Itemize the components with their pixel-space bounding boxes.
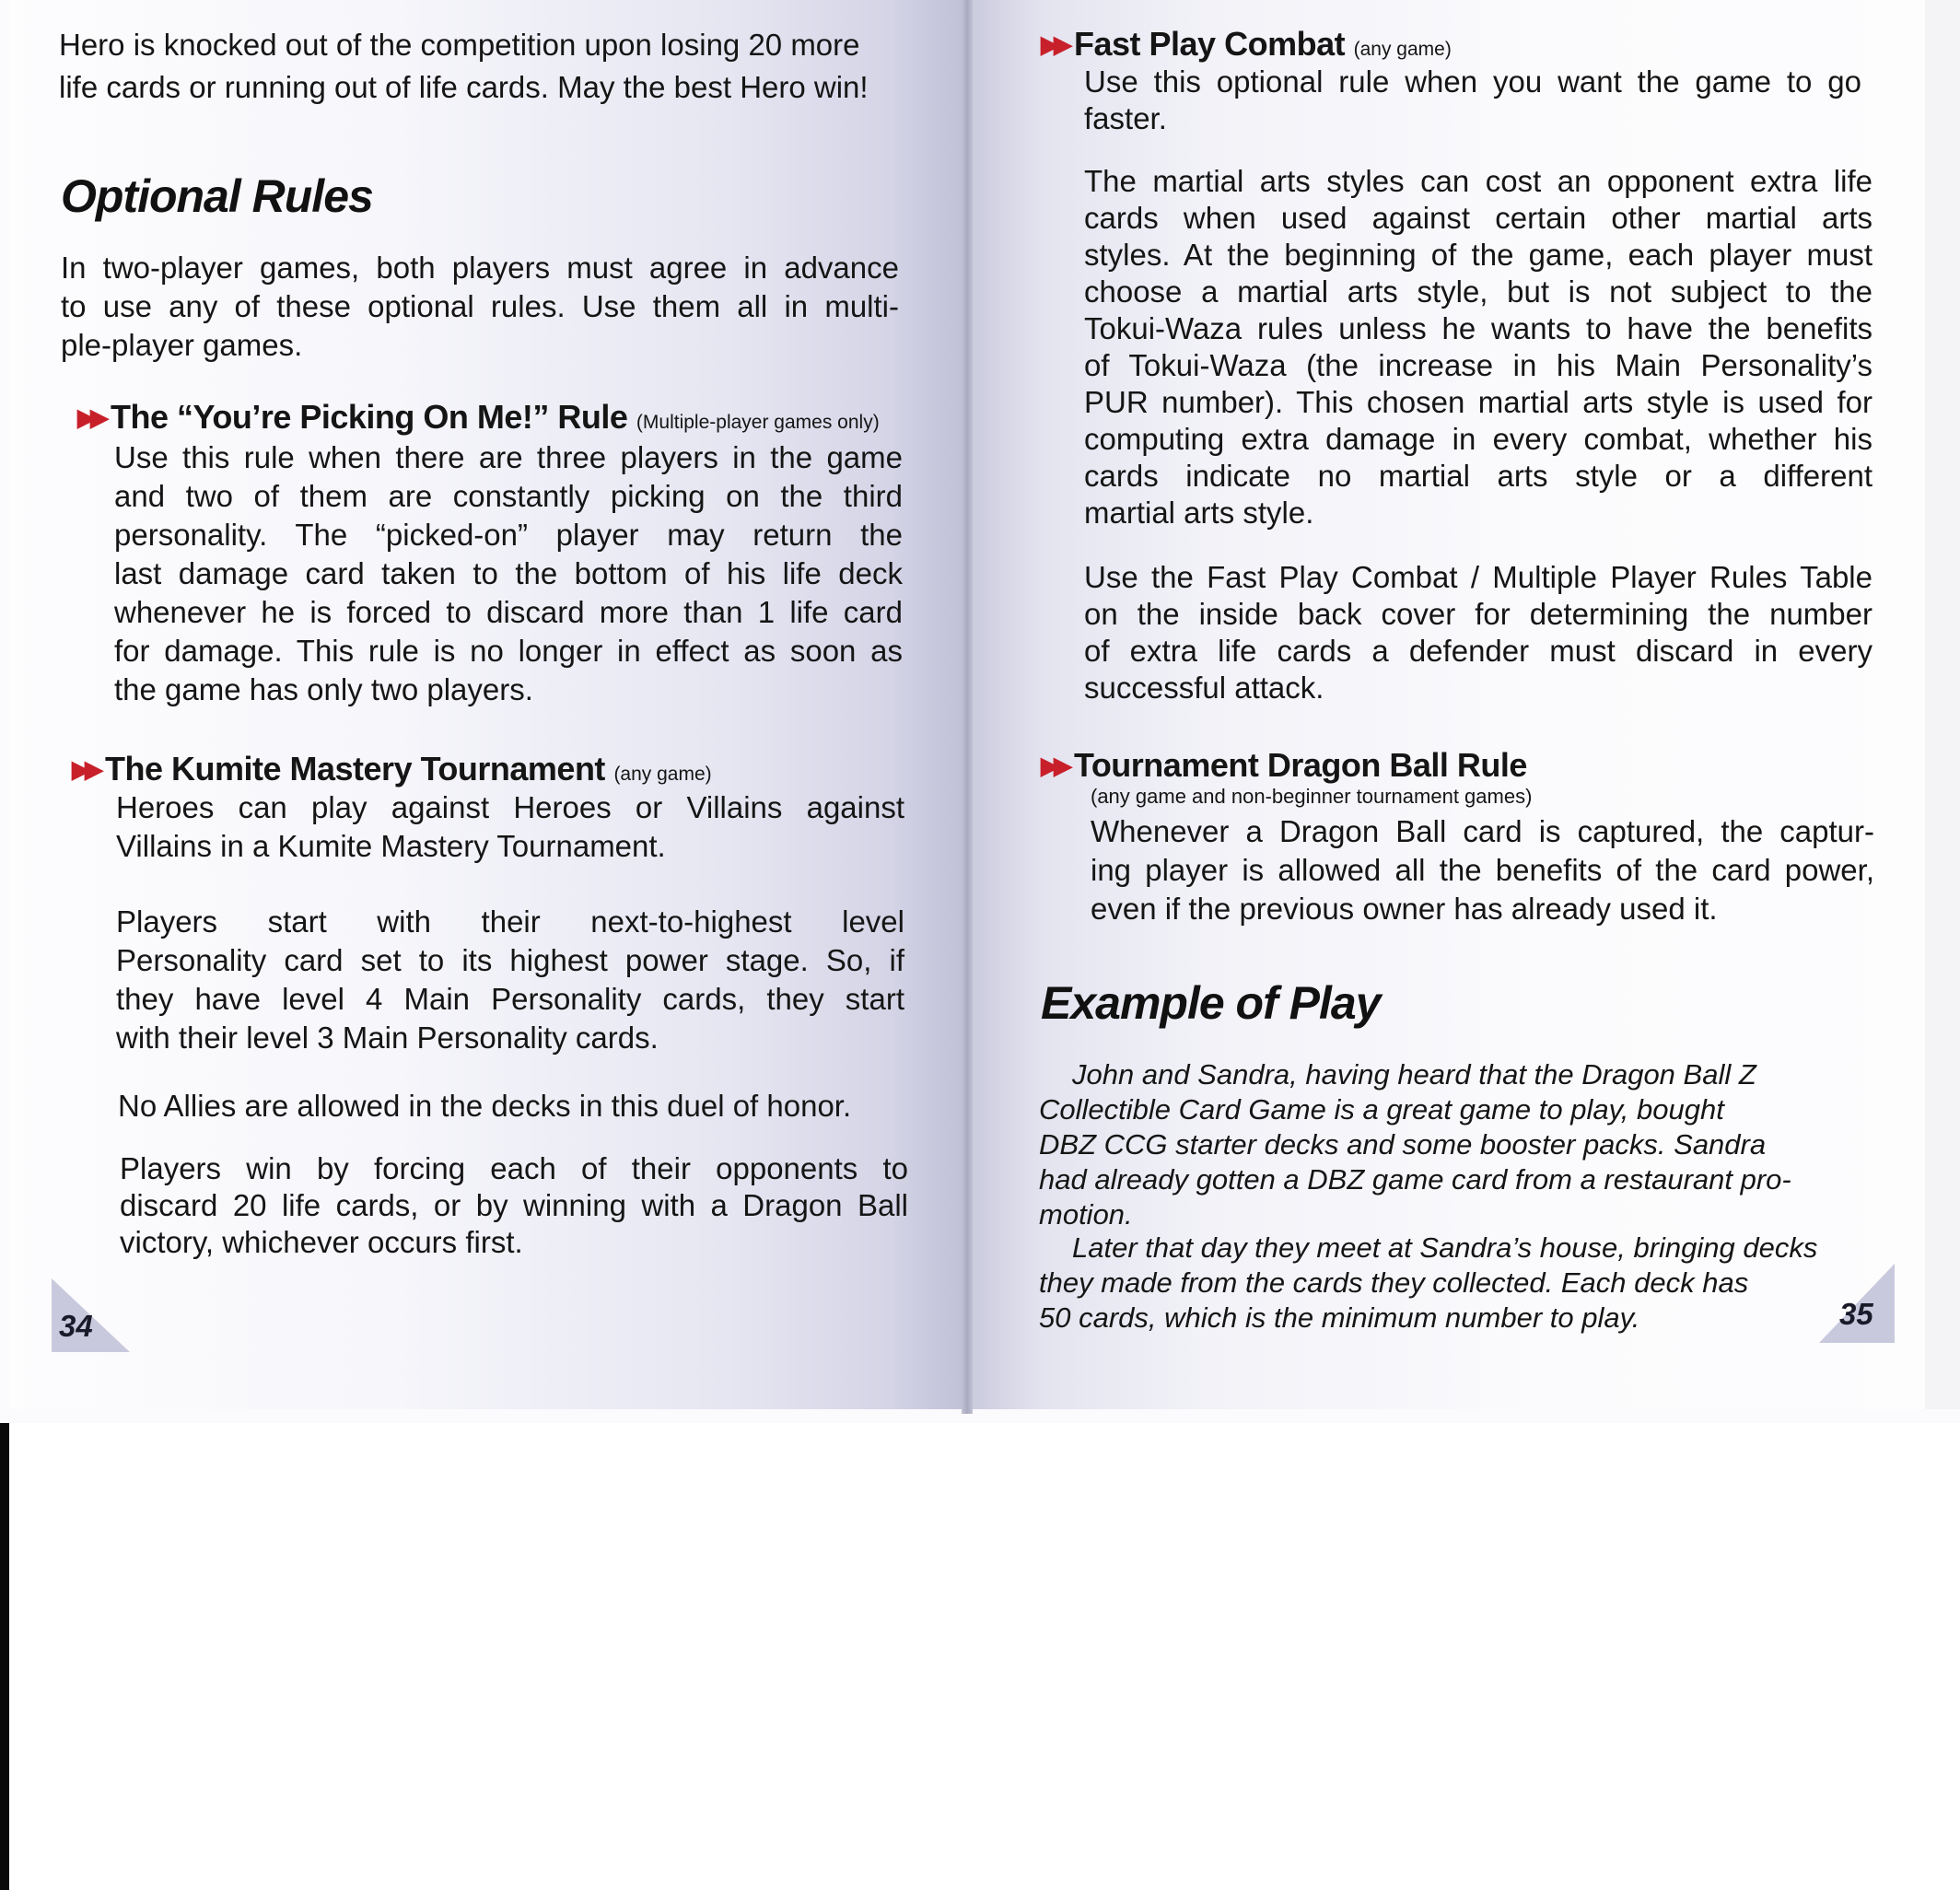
text-line: personality. The “picked-on” player may return the xyxy=(114,518,903,552)
picking-rule-tag: (Multiple-player games only) xyxy=(636,412,880,433)
text-line: styles. At the beginning of the game, each player must xyxy=(1084,238,1872,272)
text-line: Collectible Card Game is a great game to play, bought xyxy=(1039,1093,1724,1126)
text-line: ing player is allowed all the benefits of the card power, xyxy=(1091,853,1874,887)
fast-play-title: Fast Play Combat xyxy=(1074,25,1346,63)
double-arrow-icon: ▶▶ xyxy=(1041,752,1067,779)
dragon-ball-rule-tag: (any game and non-beginner tournament games) xyxy=(1091,785,1533,808)
text-line: DBZ CCG starter decks and some booster packs. Sandra xyxy=(1039,1128,1767,1161)
text-line: Use this rule when there are three players in the game xyxy=(114,440,903,474)
dragon-ball-rule-title: Tournament Dragon Ball Rule xyxy=(1074,746,1527,784)
text-line: successful attack. xyxy=(1084,671,1324,705)
text-line: life cards or running out of life cards. May the best Hero win! xyxy=(59,70,869,104)
text-line: even if the previous owner has already used it. xyxy=(1091,892,1718,926)
text-line: John and Sandra, having heard that the Dragon Ball Z xyxy=(1072,1058,1756,1091)
text-line: computing extra damage in every combat, whether his xyxy=(1084,422,1872,456)
text-line: The martial arts styles can cost an opponent extra life xyxy=(1084,164,1872,198)
text-line: Later that day they meet at Sandra’s house, bringing decks xyxy=(1072,1231,1818,1264)
text-line: No Allies are allowed in the decks in this duel of honor. xyxy=(118,1089,852,1123)
text-line: Whenever a Dragon Ball card is captured, the captur- xyxy=(1091,814,1874,848)
text-line: choose a martial arts style, but is not subject to the xyxy=(1084,274,1872,309)
text-line: and two of them are constantly picking on the third xyxy=(114,479,903,513)
text-line: motion. xyxy=(1039,1198,1133,1231)
text-line: the game has only two players. xyxy=(114,672,533,706)
text-line: for damage. This rule is no longer in effect as soon as xyxy=(114,634,903,668)
text-line: with their level 3 Main Personality cards. xyxy=(116,1021,659,1055)
book-gutter xyxy=(962,0,973,1414)
text-line: Heroes can play against Heroes or Villains against xyxy=(116,790,904,824)
text-line: PUR number). This chosen martial arts style is used for xyxy=(1084,385,1872,419)
double-arrow-icon: ▶▶ xyxy=(77,403,103,431)
text-line: Use this optional rule when you want the game to go xyxy=(1084,64,1861,99)
double-arrow-icon: ▶▶ xyxy=(1041,30,1067,58)
kumite-heading xyxy=(72,750,712,794)
text-line: victory, whichever occurs first. xyxy=(120,1225,523,1259)
text-line: cards when used against certain other martial arts xyxy=(1084,201,1872,235)
kumite-title: The Kumite Mastery Tournament xyxy=(105,750,605,788)
text-line: Personality card set to its highest power stage. So, if xyxy=(116,943,904,977)
page-number: 35 xyxy=(1839,1297,1873,1331)
text-line: they have level 4 Main Personality cards, they start xyxy=(116,982,904,1016)
text-line: Players win by forcing each of their opponents to xyxy=(120,1151,908,1185)
picking-rule-heading xyxy=(77,398,880,442)
example-of-play-heading: Example of Play xyxy=(1041,977,1381,1029)
text-line: cards indicate no martial arts style or a different xyxy=(1084,459,1872,493)
picking-rule-title: The “You’re Picking On Me!” Rule xyxy=(111,398,628,436)
text-line: they made from the cards they collected. Each deck has xyxy=(1039,1266,1749,1299)
text-line: last damage card taken to the bottom of his life deck xyxy=(114,556,903,590)
text-line: martial arts style. xyxy=(1084,496,1314,530)
text-line: Tokui-Waza rules unless he wants to have the benefits xyxy=(1084,311,1872,345)
text-line: ple-player games. xyxy=(61,328,303,362)
text-line: on the inside back cover for determining the number xyxy=(1084,597,1872,631)
text-line: of Tokui-Waza (the increase in his Main Personality’s xyxy=(1084,348,1872,382)
scanner-edge xyxy=(0,1423,9,1890)
text-line: of extra life cards a defender must discard in every xyxy=(1084,634,1872,668)
text-line: Players start with their next-to-highest level xyxy=(116,904,904,939)
dragon-ball-rule-heading xyxy=(1041,746,1527,785)
text-line: to use any of these optional rules. Use them all in multi- xyxy=(61,289,899,323)
text-line: had already gotten a DBZ game card from a restaurant pro- xyxy=(1039,1163,1791,1196)
text-line: In two-player games, both players must agree in advance xyxy=(61,251,899,285)
page-edge xyxy=(1925,0,1960,1409)
text-line: Use the Fast Play Combat / Multiple Player Rules Table xyxy=(1084,560,1872,594)
optional-rules-heading: Optional Rules xyxy=(61,170,373,222)
text-line: whenever he is forced to discard more than 1 life card xyxy=(114,595,903,629)
text-line: Villains in a Kumite Mastery Tournament. xyxy=(116,829,666,863)
page-number: 34 xyxy=(59,1309,93,1343)
double-arrow-icon: ▶▶ xyxy=(72,755,98,783)
text-line: discard 20 life cards, or by winning with a Dragon Ball xyxy=(120,1188,908,1222)
text-line: 50 cards, which is the minimum number to play. xyxy=(1039,1301,1640,1334)
kumite-tag: (any game) xyxy=(613,764,712,785)
fast-play-tag: (any game) xyxy=(1353,39,1452,60)
blank-scan-area xyxy=(9,1423,1960,1890)
text-line: Hero is knocked out of the competition upon losing 20 more xyxy=(59,28,860,62)
text-line: faster. xyxy=(1084,101,1167,135)
